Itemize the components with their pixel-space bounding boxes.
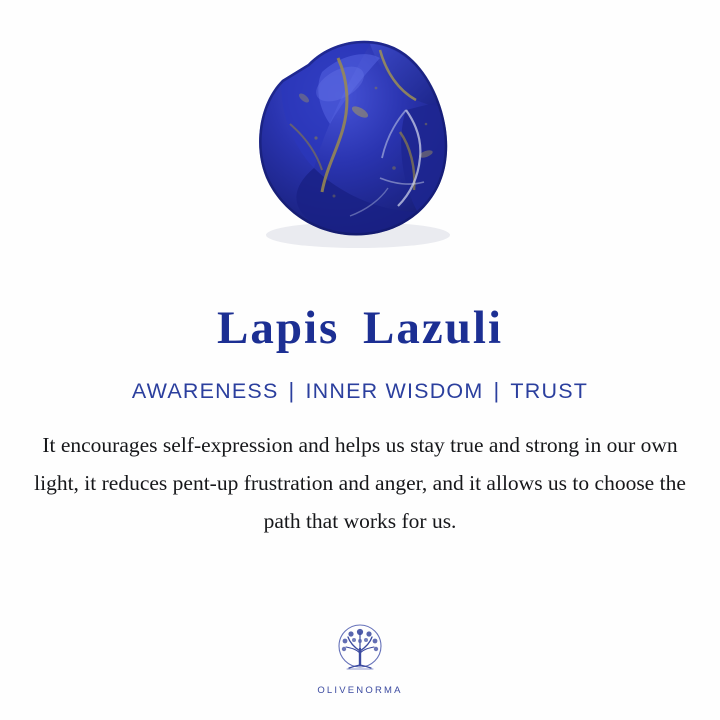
keyword-list (132, 379, 588, 404)
keyword-separator-2: | (493, 378, 501, 404)
keyword-inner-wisdom: INNER WISDOM (305, 378, 484, 403)
keyword-awareness: AWARENESS (131, 378, 279, 403)
brand-logo (0, 619, 720, 696)
tree-of-life-icon (327, 619, 393, 681)
description-text: It encourages self-expression and helps us stay true and strong in our own light, it reduces pent-up frustration and anger, and it allows us to choose the path that works for us. (34, 432, 686, 534)
stone-image-container (0, 0, 720, 285)
brand-name: OLIVENORMA (317, 685, 403, 696)
keyword-trust: TRUST (510, 378, 589, 403)
keyword-separator-1: | (288, 378, 296, 404)
lapis-lazuli-stone-icon (230, 28, 490, 258)
page-title: Lapis Lazuli (216, 302, 504, 354)
